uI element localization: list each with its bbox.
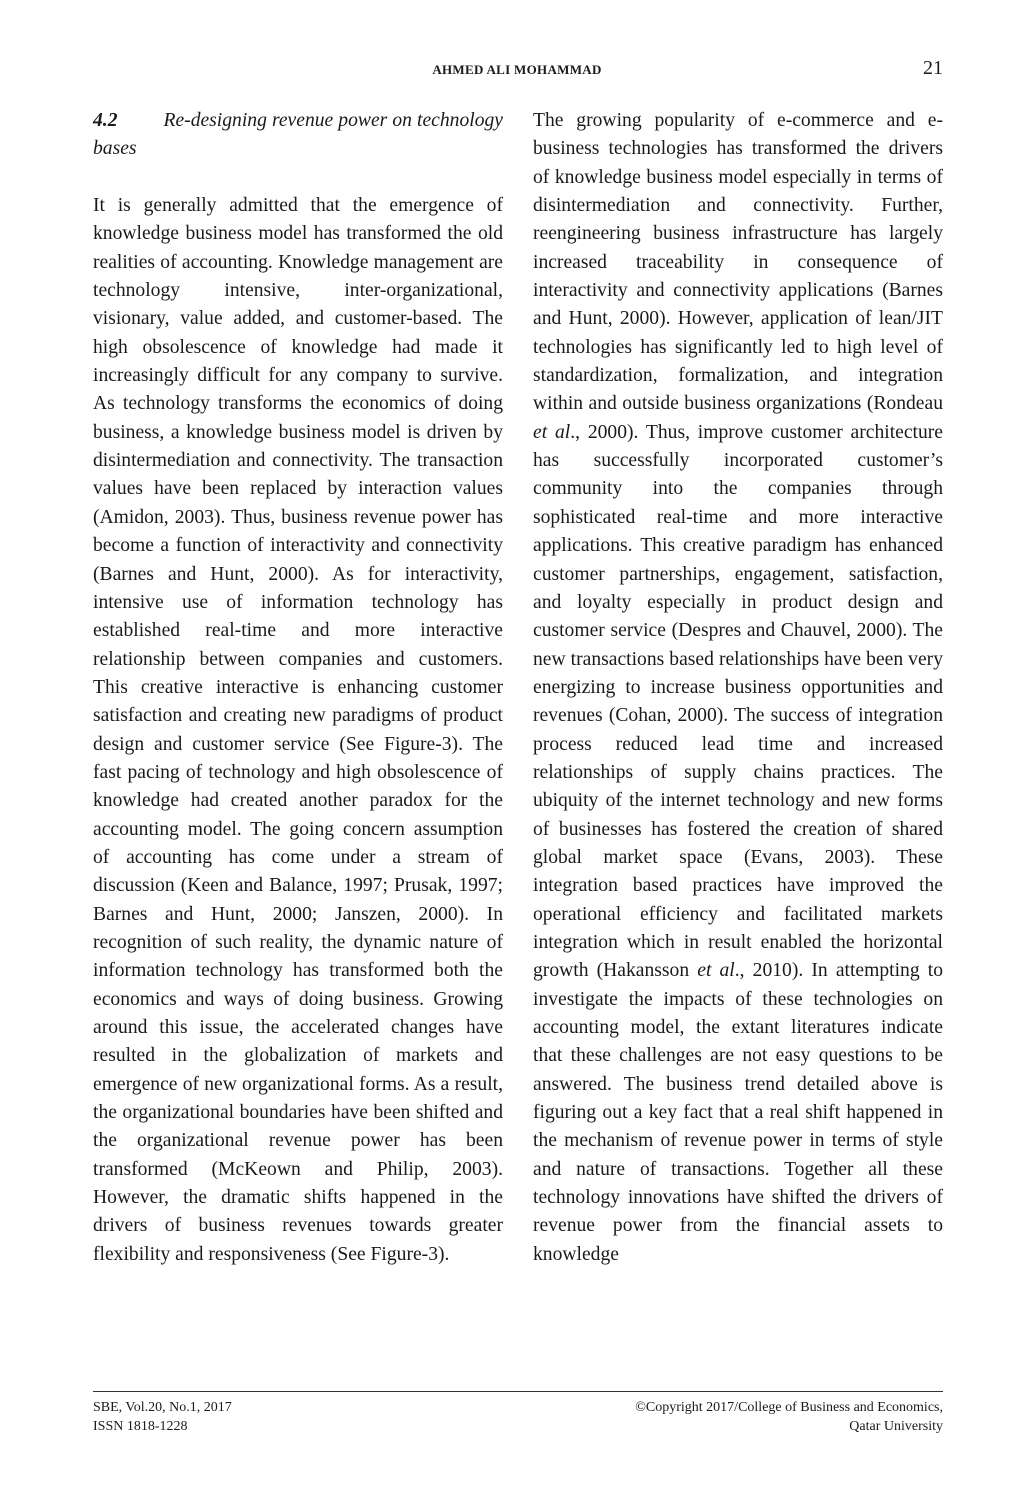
- body-paragraph: It is generally admitted that the emergence of knowledge business model has transformed the old realities of accounting. Knowledge management are technology intensive, inter-organizational, visionary, value added, and customer-based. The high obsolescence of knowledge had made it increasingly difficult for any company to survive. As technology transforms the economics of doing business, a knowledge business model is driven by disintermediation and connectivity. The transaction values have been replaced by interaction values (Amidon, 2003). Thus, business revenue power has become a function of interactivity and connectivity (Barnes and Hunt, 2000). As for interactivity, intensive use of information technology has established real-time and more interactive relationship between companies and customers. This creative interactive is enhancing customer satisfaction and creating new paradigms of product design and customer service (See Figure-3). The fast pacing of technology and high obsolescence of knowledge had created another paradox for the accounting model. The going concern assumption of accounting has come under a stream of discussion (Keen and Balance, 1997; Prusak, 1997; Barnes and Hunt, 2000; Janszen, 2000). In recognition of such reality, the dynamic nature of information technology has transformed both the economics and ways of doing business. Growing around this issue, the accelerated changes have resulted in the globalization of markets and emergence of new organizational forms. As a result, the organizational boundaries have been shifted and the organizational revenue power has been transformed (McKeown and Philip, 2003). However, the dramatic shifts happened in the drivers of business revenues towards greater flexibility and responsiveness (See Figure-3).: [93, 195, 503, 1265]
- footer-issn: ISSN 1818-1228: [93, 1419, 188, 1434]
- footer-journal: SBE, Vol.20, No.1, 2017: [93, 1400, 232, 1415]
- footer-university: Qatar University: [849, 1419, 943, 1434]
- text-run: The growing popularity of e-commerce and e-business technologies has transformed the drivers of knowledge business model especially in terms of disintermediation and connectivity. Further, reengineering business infrastructure has largely increased traceability in consequence of interactivity and connectivity applications (Barnes and Hunt, 2000). However, application of lean/JIT technologies has significantly led to high level of standardization, formalization, and integration within and outside business organizations (Rondeau: [533, 110, 943, 415]
- section-number: 4.2: [93, 110, 118, 131]
- right-column: [533, 107, 943, 1269]
- et-al-citation: et al: [533, 421, 571, 443]
- et-al-citation: et al: [697, 960, 735, 982]
- footer-copyright: ©Copyright 2017/College of Business and Economics,: [635, 1400, 943, 1415]
- running-header-author: AHMED ALI MOHAMMAD: [432, 62, 602, 77]
- footer-divider: [93, 1391, 943, 1392]
- footer-right: [520, 1398, 943, 1436]
- left-column: [93, 107, 503, 1269]
- footer-left: [93, 1398, 232, 1436]
- text-run: ., 2010). In attempting to investigate the impacts of these technologies on accounting model, the extant literatures indicate that these challenges are not easy questions to be answered. The business trend detailed above is figuring out a key fact that a real shift happened in the mechanism of revenue power in terms of style and nature of transactions. Together all these technology innovations have shifted the drivers of revenue power from the financial assets to knowledge: [533, 960, 943, 1265]
- body-paragraph-continued: [533, 107, 943, 1269]
- section-heading: [93, 107, 503, 164]
- section-title: Re-designing revenue power on technology bases: [93, 110, 503, 160]
- text-run: ., 2000). Thus, improve customer architecture has successfully incorporated customer’s community into the companies through sophisticated real-time and more interactive applications. This creative paradigm has enhanced customer partnerships, engagement, satisfaction, and loyalty especially in product design and customer service (Despres and Chauvel, 2000). The new transactions based relationships have been very energizing to increase business opportunities and revenues (Cohan, 2000). The success of integration process reduced lead time and increased relationships of supply chains practices. The ubiquity of the internet technology and new forms of businesses has fostered the creation of shared global market space (Evans, 2003). These integration based practices have improved the operational efficiency and facilitated markets integration which in result enabled the horizontal growth (Hakansson: [533, 421, 943, 982]
- page-number: 21: [923, 57, 943, 79]
